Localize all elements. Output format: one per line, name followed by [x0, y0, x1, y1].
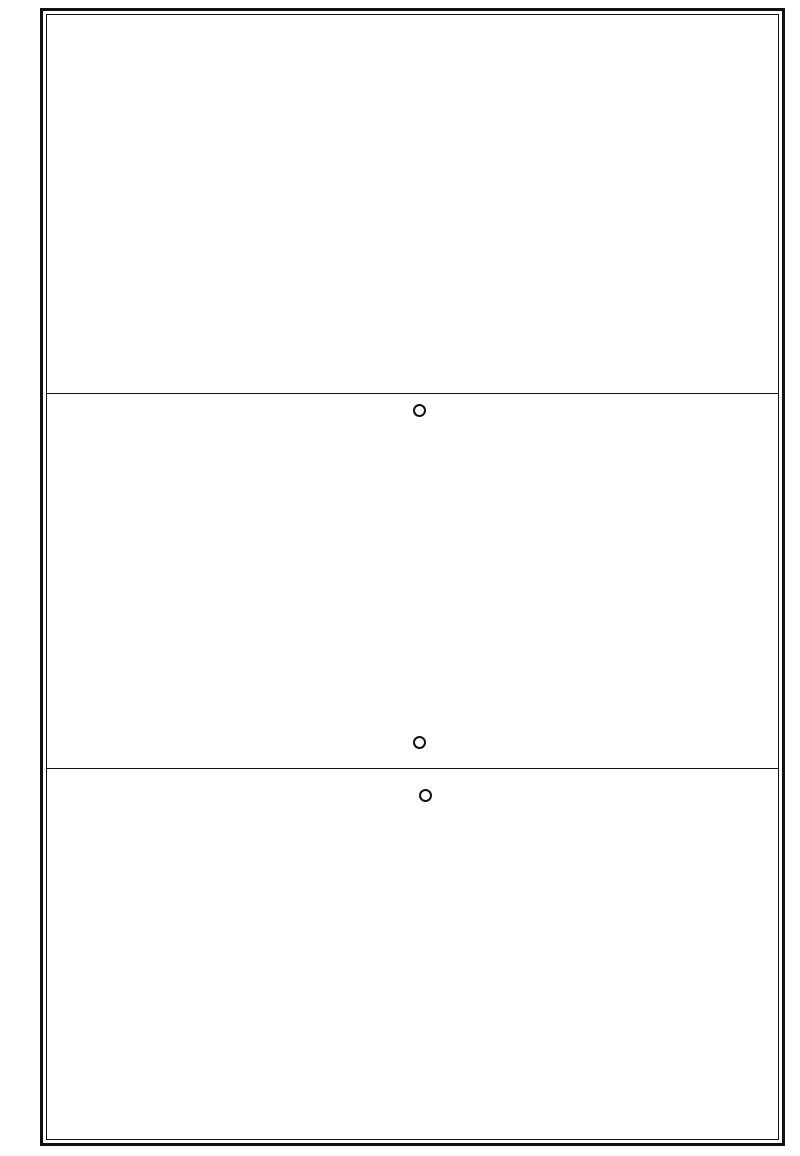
punctuation-circle [419, 789, 432, 802]
inner-frame [46, 14, 779, 1140]
punctuation-circle [413, 404, 426, 417]
section-divider-2 [46, 768, 779, 769]
section-divider-1 [46, 393, 779, 394]
punctuation-circle [413, 736, 426, 749]
